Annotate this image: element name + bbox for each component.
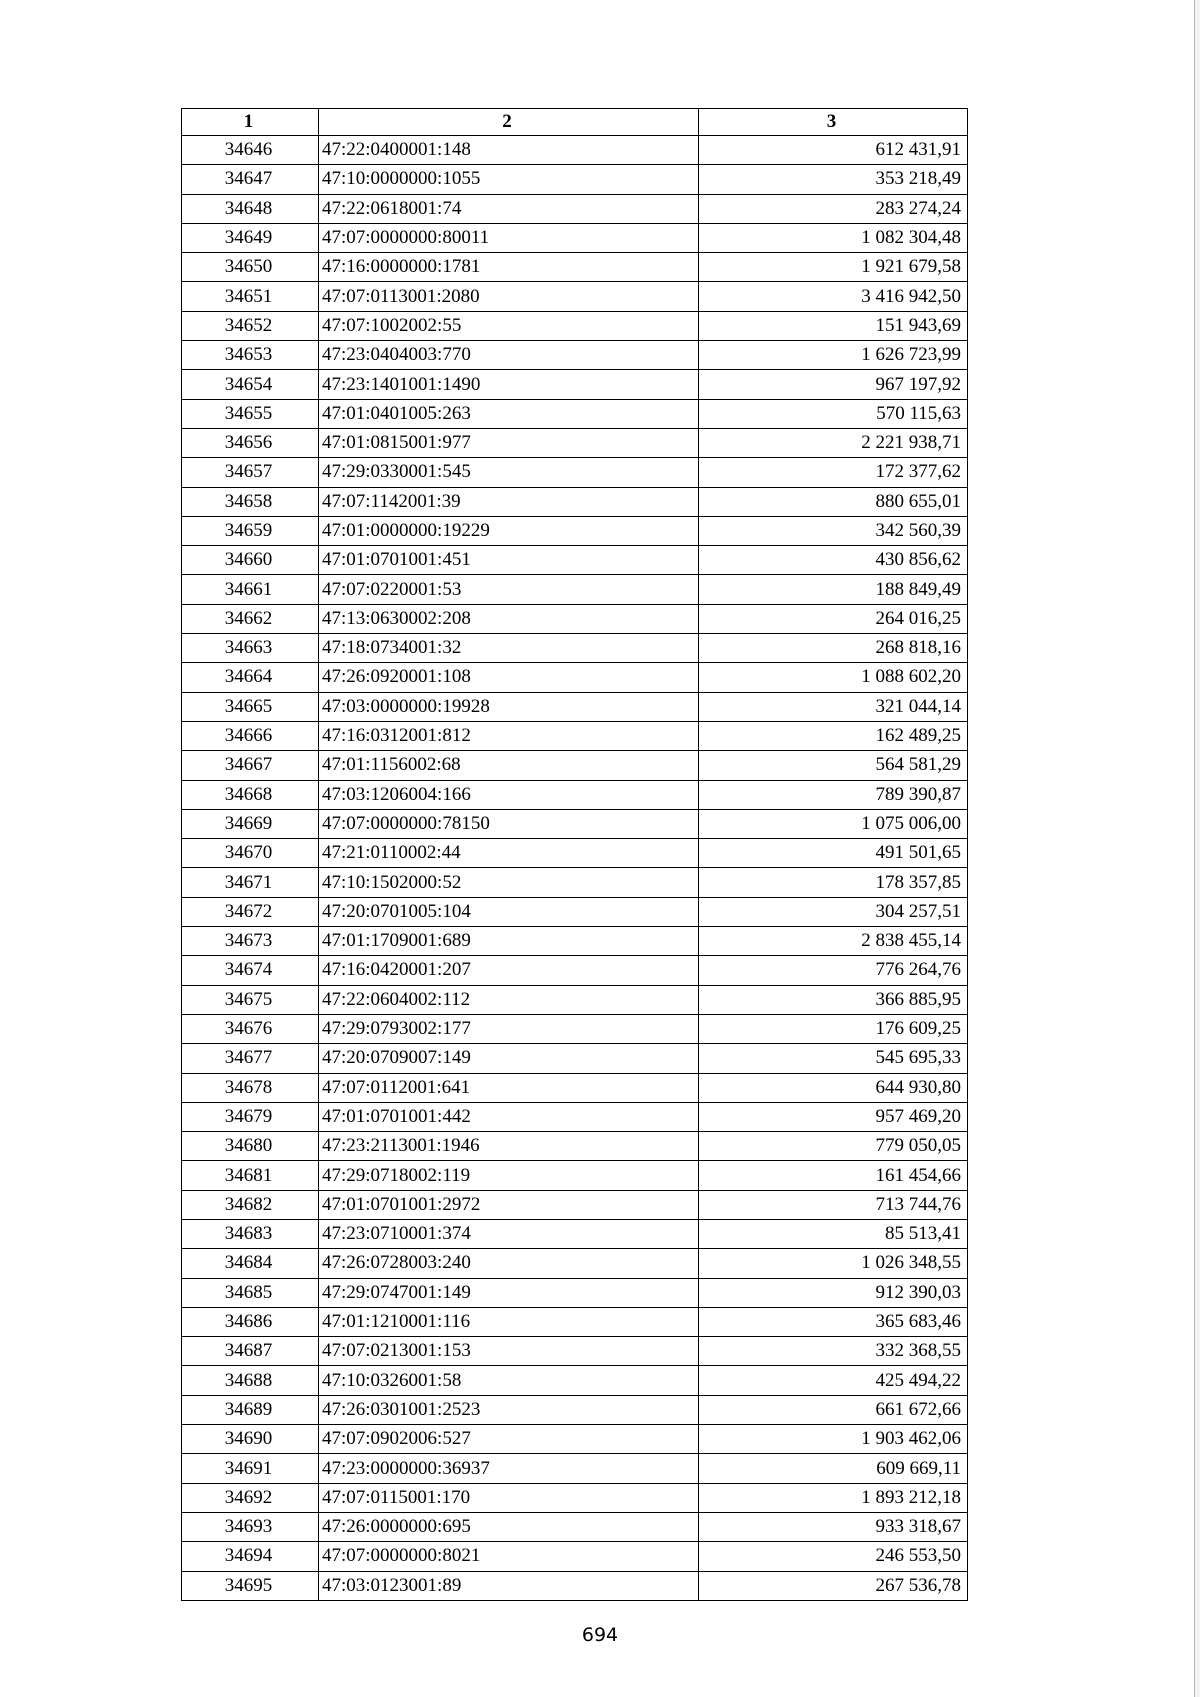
table-row — [182, 751, 968, 780]
table-row — [182, 1307, 968, 1336]
value-cell: 661 672,66 — [699, 1395, 968, 1424]
value-cell: 491 501,65 — [699, 839, 968, 868]
row-number-cell: 34649 — [182, 223, 319, 252]
value-cell: 1 903 462,06 — [699, 1425, 968, 1454]
value-cell: 967 197,92 — [699, 370, 968, 399]
table-row — [182, 399, 968, 428]
table-row — [182, 780, 968, 809]
cadastral-number-cell: 47:03:1206004:166 — [319, 780, 699, 809]
row-number-cell: 34685 — [182, 1278, 319, 1307]
table-row — [182, 1044, 968, 1073]
cadastral-number-cell: 47:29:0330001:545 — [319, 458, 699, 487]
row-number-cell: 34668 — [182, 780, 319, 809]
cadastral-number-cell: 47:16:0000000:1781 — [319, 253, 699, 282]
value-cell: 612 431,91 — [699, 136, 968, 165]
table-row — [182, 1132, 968, 1161]
table-body — [182, 136, 968, 1601]
cadastral-number-cell: 47:29:0793002:177 — [319, 1014, 699, 1043]
table-row — [182, 546, 968, 575]
cadastral-number-cell: 47:03:0123001:89 — [319, 1571, 699, 1600]
cadastral-number-cell: 47:10:1502000:52 — [319, 868, 699, 897]
cadastral-number-cell: 47:26:0301001:2523 — [319, 1395, 699, 1424]
row-number-cell: 34654 — [182, 370, 319, 399]
row-number-cell: 34677 — [182, 1044, 319, 1073]
row-number-cell: 34695 — [182, 1571, 319, 1600]
table-row — [182, 1161, 968, 1190]
row-number-cell: 34669 — [182, 809, 319, 838]
cadastral-number-cell: 47:22:0618001:74 — [319, 194, 699, 223]
row-number-cell: 34656 — [182, 428, 319, 457]
row-number-cell: 34666 — [182, 721, 319, 750]
table-row — [182, 1454, 968, 1483]
table-row — [182, 487, 968, 516]
value-cell: 880 655,01 — [699, 487, 968, 516]
cadastral-number-cell: 47:23:0710001:374 — [319, 1219, 699, 1248]
row-number-cell: 34646 — [182, 136, 319, 165]
data-table — [181, 108, 968, 1601]
value-cell: 912 390,03 — [699, 1278, 968, 1307]
cadastral-number-cell: 47:26:0728003:240 — [319, 1249, 699, 1278]
value-cell: 321 044,14 — [699, 692, 968, 721]
row-number-cell: 34671 — [182, 868, 319, 897]
row-number-cell: 34680 — [182, 1132, 319, 1161]
value-cell: 430 856,62 — [699, 546, 968, 575]
row-number-cell: 34664 — [182, 663, 319, 692]
table-row — [182, 1571, 968, 1600]
value-cell: 609 669,11 — [699, 1454, 968, 1483]
value-cell: 304 257,51 — [699, 897, 968, 926]
value-cell: 176 609,25 — [699, 1014, 968, 1043]
value-cell: 188 849,49 — [699, 575, 968, 604]
table-row — [182, 1190, 968, 1219]
row-number-cell: 34689 — [182, 1395, 319, 1424]
cadastral-number-cell: 47:20:0709007:149 — [319, 1044, 699, 1073]
value-cell: 779 050,05 — [699, 1132, 968, 1161]
table-row — [182, 341, 968, 370]
page-edge — [1194, 0, 1200, 1697]
cadastral-number-cell: 47:07:0000000:78150 — [319, 809, 699, 838]
cadastral-number-cell: 47:22:0400001:148 — [319, 136, 699, 165]
row-number-cell: 34660 — [182, 546, 319, 575]
table-row — [182, 839, 968, 868]
row-number-cell: 34684 — [182, 1249, 319, 1278]
row-number-cell: 34650 — [182, 253, 319, 282]
value-cell: 332 368,55 — [699, 1337, 968, 1366]
row-number-cell: 34652 — [182, 311, 319, 340]
value-cell: 933 318,67 — [699, 1512, 968, 1541]
cadastral-number-cell: 47:23:0000000:36937 — [319, 1454, 699, 1483]
table-row — [182, 1014, 968, 1043]
row-number-cell: 34658 — [182, 487, 319, 516]
value-cell: 1 026 348,55 — [699, 1249, 968, 1278]
table-row — [182, 604, 968, 633]
cadastral-number-cell: 47:07:0000000:80011 — [319, 223, 699, 252]
table-row — [182, 1512, 968, 1541]
cadastral-number-cell: 47:20:0701005:104 — [319, 897, 699, 926]
row-number-cell: 34683 — [182, 1219, 319, 1248]
cadastral-number-cell: 47:16:0312001:812 — [319, 721, 699, 750]
row-number-cell: 34672 — [182, 897, 319, 926]
row-number-cell: 34653 — [182, 341, 319, 370]
table-row — [182, 809, 968, 838]
value-cell: 267 536,78 — [699, 1571, 968, 1600]
table-row — [182, 868, 968, 897]
row-number-cell: 34690 — [182, 1425, 319, 1454]
row-number-cell: 34694 — [182, 1542, 319, 1571]
page-number: 694 — [581, 1624, 619, 1646]
cadastral-number-cell: 47:01:0401005:263 — [319, 399, 699, 428]
value-cell: 268 818,16 — [699, 634, 968, 663]
row-number-cell: 34676 — [182, 1014, 319, 1043]
cadastral-number-cell: 47:07:0220001:53 — [319, 575, 699, 604]
table-row — [182, 692, 968, 721]
cadastral-number-cell: 47:01:0815001:977 — [319, 428, 699, 457]
cadastral-number-cell: 47:01:0701001:2972 — [319, 1190, 699, 1219]
row-number-cell: 34673 — [182, 927, 319, 956]
cadastral-number-cell: 47:13:0630002:208 — [319, 604, 699, 633]
cadastral-number-cell: 47:07:0112001:641 — [319, 1073, 699, 1102]
cadastral-number-cell: 47:29:0718002:119 — [319, 1161, 699, 1190]
row-number-cell: 34674 — [182, 956, 319, 985]
value-cell: 564 581,29 — [699, 751, 968, 780]
value-cell: 1 626 723,99 — [699, 341, 968, 370]
row-number-cell: 34692 — [182, 1483, 319, 1512]
cadastral-number-cell: 47:10:0000000:1055 — [319, 165, 699, 194]
table-row — [182, 311, 968, 340]
table-row — [182, 1395, 968, 1424]
table-row — [182, 721, 968, 750]
cadastral-number-cell: 47:07:1002002:55 — [319, 311, 699, 340]
cadastral-number-cell: 47:07:0902006:527 — [319, 1425, 699, 1454]
value-cell: 713 744,76 — [699, 1190, 968, 1219]
table-row — [182, 927, 968, 956]
table-row — [182, 897, 968, 926]
cadastral-number-cell: 47:18:0734001:32 — [319, 634, 699, 663]
table-row — [182, 253, 968, 282]
row-number-cell: 34657 — [182, 458, 319, 487]
cadastral-number-cell: 47:07:0115001:170 — [319, 1483, 699, 1512]
cadastral-number-cell: 47:23:2113001:1946 — [319, 1132, 699, 1161]
table-row — [182, 516, 968, 545]
column-header-3: 3 — [699, 109, 968, 136]
value-cell: 545 695,33 — [699, 1044, 968, 1073]
cadastral-number-cell: 47:29:0747001:149 — [319, 1278, 699, 1307]
value-cell: 1 893 212,18 — [699, 1483, 968, 1512]
row-number-cell: 34665 — [182, 692, 319, 721]
row-number-cell: 34678 — [182, 1073, 319, 1102]
row-number-cell: 34675 — [182, 985, 319, 1014]
value-cell: 1 082 304,48 — [699, 223, 968, 252]
table-row — [182, 1542, 968, 1571]
row-number-cell: 34655 — [182, 399, 319, 428]
row-number-cell: 34687 — [182, 1337, 319, 1366]
value-cell: 2 838 455,14 — [699, 927, 968, 956]
value-cell: 957 469,20 — [699, 1102, 968, 1131]
cadastral-number-cell: 47:23:1401001:1490 — [319, 370, 699, 399]
cadastral-number-cell: 47:01:0701001:442 — [319, 1102, 699, 1131]
row-number-cell: 34648 — [182, 194, 319, 223]
value-cell: 425 494,22 — [699, 1366, 968, 1395]
cadastral-number-cell: 47:07:1142001:39 — [319, 487, 699, 516]
cadastral-number-cell: 47:01:1156002:68 — [319, 751, 699, 780]
cadastral-number-cell: 47:01:0000000:19229 — [319, 516, 699, 545]
row-number-cell: 34691 — [182, 1454, 319, 1483]
value-cell: 162 489,25 — [699, 721, 968, 750]
row-number-cell: 34651 — [182, 282, 319, 311]
value-cell: 342 560,39 — [699, 516, 968, 545]
table-row — [182, 663, 968, 692]
value-cell: 246 553,50 — [699, 1542, 968, 1571]
value-cell: 789 390,87 — [699, 780, 968, 809]
cadastral-number-cell: 47:01:0701001:451 — [319, 546, 699, 575]
row-number-cell: 34679 — [182, 1102, 319, 1131]
cadastral-number-cell: 47:07:0113001:2080 — [319, 282, 699, 311]
row-number-cell: 34681 — [182, 1161, 319, 1190]
table-row — [182, 1425, 968, 1454]
value-cell: 1 921 679,58 — [699, 253, 968, 282]
cadastral-number-cell: 47:07:0213001:153 — [319, 1337, 699, 1366]
table-row — [182, 575, 968, 604]
table-row — [182, 1337, 968, 1366]
cadastral-number-cell: 47:22:0604002:112 — [319, 985, 699, 1014]
row-number-cell: 34682 — [182, 1190, 319, 1219]
row-number-cell: 34670 — [182, 839, 319, 868]
row-number-cell: 34686 — [182, 1307, 319, 1336]
value-cell: 264 016,25 — [699, 604, 968, 633]
row-number-cell: 34647 — [182, 165, 319, 194]
row-number-cell: 34659 — [182, 516, 319, 545]
cadastral-number-cell: 47:07:0000000:8021 — [319, 1542, 699, 1571]
table-row — [182, 458, 968, 487]
cadastral-number-cell: 47:16:0420001:207 — [319, 956, 699, 985]
value-cell: 644 930,80 — [699, 1073, 968, 1102]
value-cell: 172 377,62 — [699, 458, 968, 487]
row-number-cell: 34661 — [182, 575, 319, 604]
cadastral-number-cell: 47:03:0000000:19928 — [319, 692, 699, 721]
column-header-2: 2 — [319, 109, 699, 136]
value-cell: 353 218,49 — [699, 165, 968, 194]
value-cell: 366 885,95 — [699, 985, 968, 1014]
value-cell: 1 088 602,20 — [699, 663, 968, 692]
table-row — [182, 1249, 968, 1278]
table-row — [182, 1073, 968, 1102]
row-number-cell: 34667 — [182, 751, 319, 780]
row-number-cell: 34663 — [182, 634, 319, 663]
value-cell: 570 115,63 — [699, 399, 968, 428]
table-row — [182, 370, 968, 399]
table-row — [182, 428, 968, 457]
cadastral-number-cell: 47:26:0920001:108 — [319, 663, 699, 692]
value-cell: 85 513,41 — [699, 1219, 968, 1248]
value-cell: 1 075 006,00 — [699, 809, 968, 838]
cadastral-number-cell: 47:01:1210001:116 — [319, 1307, 699, 1336]
table-row — [182, 634, 968, 663]
row-number-cell: 34688 — [182, 1366, 319, 1395]
table-row — [182, 1483, 968, 1512]
table-row — [182, 282, 968, 311]
cadastral-number-cell: 47:26:0000000:695 — [319, 1512, 699, 1541]
table-row — [182, 1219, 968, 1248]
row-number-cell: 34662 — [182, 604, 319, 633]
table-row — [182, 194, 968, 223]
table-header-row — [182, 109, 968, 136]
value-cell: 2 221 938,71 — [699, 428, 968, 457]
value-cell: 3 416 942,50 — [699, 282, 968, 311]
table-row — [182, 1366, 968, 1395]
cadastral-number-cell: 47:01:1709001:689 — [319, 927, 699, 956]
table-row — [182, 136, 968, 165]
table-row — [182, 223, 968, 252]
value-cell: 178 357,85 — [699, 868, 968, 897]
value-cell: 283 274,24 — [699, 194, 968, 223]
cadastral-number-cell: 47:10:0326001:58 — [319, 1366, 699, 1395]
table-row — [182, 1278, 968, 1307]
table-row — [182, 985, 968, 1014]
value-cell: 161 454,66 — [699, 1161, 968, 1190]
table-row — [182, 956, 968, 985]
value-cell: 151 943,69 — [699, 311, 968, 340]
value-cell: 776 264,76 — [699, 956, 968, 985]
table-row — [182, 1102, 968, 1131]
cadastral-number-cell: 47:21:0110002:44 — [319, 839, 699, 868]
table-row — [182, 165, 968, 194]
row-number-cell: 34693 — [182, 1512, 319, 1541]
cadastral-number-cell: 47:23:0404003:770 — [319, 341, 699, 370]
value-cell: 365 683,46 — [699, 1307, 968, 1336]
column-header-1: 1 — [182, 109, 319, 136]
